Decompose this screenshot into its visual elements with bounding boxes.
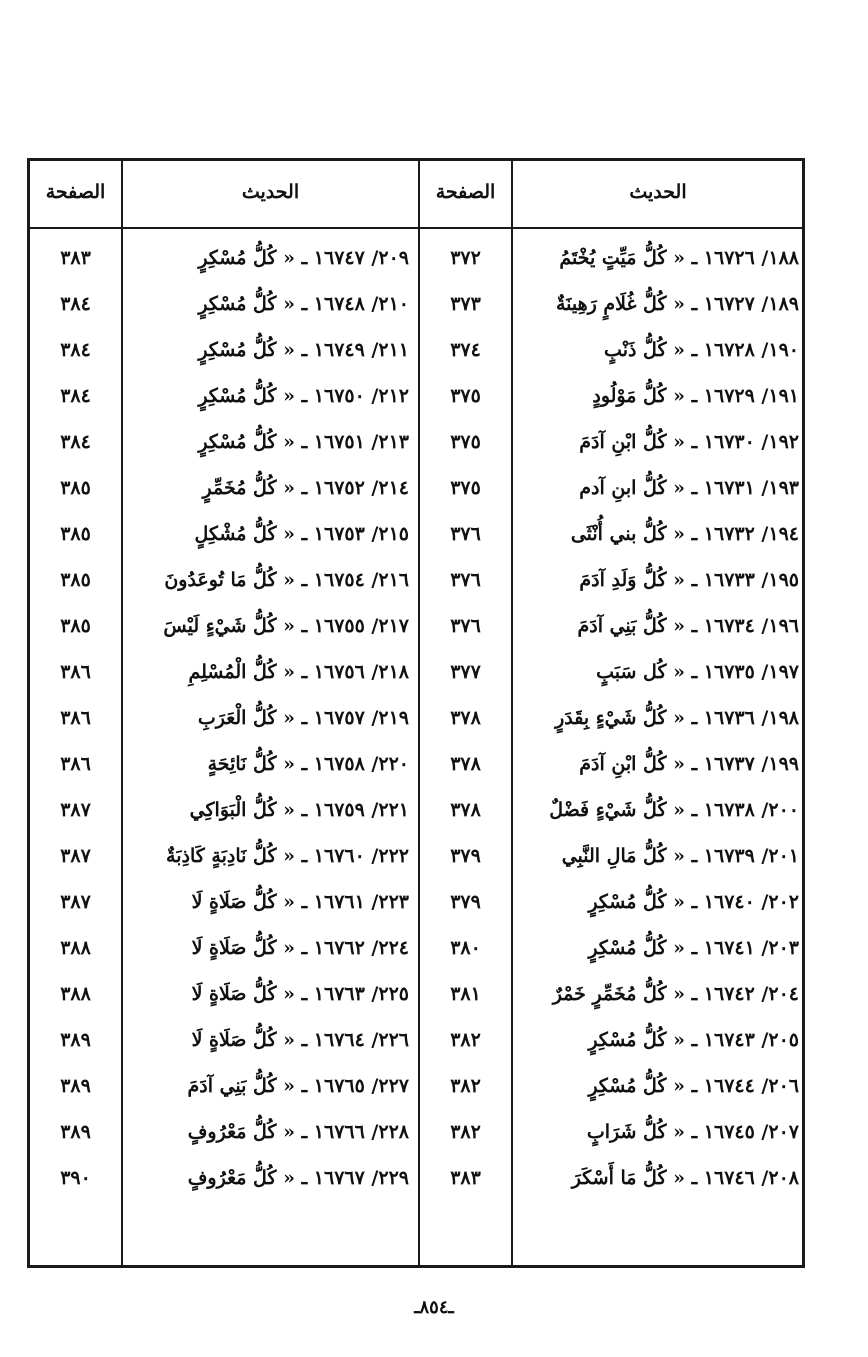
page-reference: ٣٧٨: [450, 707, 481, 729]
page-reference: ٣٨١: [450, 983, 481, 1005]
page-reference: ٣٧٥: [450, 477, 481, 499]
page-reference: ٣٨٩: [60, 1029, 91, 1051]
page-reference: ٣٨٢: [450, 1121, 481, 1143]
page-reference: ٣٨٣: [450, 1167, 481, 1189]
page-reference: ٣٧٥: [450, 385, 481, 407]
page-reference: ٣٨٩: [60, 1075, 91, 1097]
header-divider: [30, 227, 802, 229]
page-reference: ٣٨٥: [60, 615, 91, 637]
hadith-entry: ٢٢٤/ ١٦٧٦٢ ـ « كُلُّ صَلَاةٍ لَا: [191, 937, 409, 959]
page-reference: ٣٧٥: [450, 431, 481, 453]
page-reference: ٣٧٢: [450, 247, 481, 269]
hadith-entry: ٢٢٩/ ١٦٧٦٧ ـ « كُلُّ مَعْرُوفٍ: [187, 1167, 409, 1189]
hadith-entry: ١٩٧/ ١٦٧٣٥ ـ « كُل سَبَبٍ: [596, 661, 799, 683]
hadith-entry: ١٩٤/ ١٦٧٣٢ ـ « كُلُّ بني أُنْثَى: [570, 523, 799, 545]
hadith-entry: ٢٠٧/ ١٦٧٤٥ ـ « كُلُّ شَرَابٍ: [586, 1121, 799, 1143]
page-reference: ٣٧٦: [450, 615, 481, 637]
hadith-entry: ١٩٠/ ١٦٧٢٨ ـ « كُلُّ ذَنْبٍ: [604, 339, 799, 361]
hadith-entry: ٢١٢/ ١٦٧٥٠ ـ « كُلُّ مُسْكِرٍ: [198, 385, 409, 407]
hadith-entry: ٢٠١/ ١٦٧٣٩ ـ « كُلُّ مَالِ النَّبِي: [561, 845, 799, 867]
hadith-entry: ٢٠٠/ ١٦٧٣٨ ـ « كُلُّ شَيْءٍ فَضْلٌ: [549, 799, 799, 821]
hadith-entry: ١٨٨/ ١٦٧٢٦ ـ « كُلُّ مَيِّتٍ يُخْتَمُ: [559, 247, 799, 269]
hadith-entry: ٢١٦/ ١٦٧٥٤ ـ « كُلُّ مَا تُوعَدُونَ: [164, 569, 409, 591]
page-reference: ٣٨٧: [60, 891, 91, 913]
page-reference: ٣٨٥: [60, 477, 91, 499]
hadith-entry: ٢٠٥/ ١٦٧٤٣ ـ « كُلُّ مُسْكِرٍ: [588, 1029, 799, 1051]
hadith-entry: ٢١٣/ ١٦٧٥١ ـ « كُلُّ مُسْكِرٍ: [198, 431, 409, 453]
header-right-page: الصفحة: [435, 181, 496, 203]
page-reference: ٣٧٨: [450, 799, 481, 821]
page-reference: ٣٨٥: [60, 523, 91, 545]
hadith-entry: ١٩١/ ١٦٧٢٩ ـ « كُلُّ مَوْلُودٍ: [592, 385, 799, 407]
hadith-entry: ١٩٦/ ١٦٧٣٤ ـ « كُلُّ بَنِي آدَمَ: [577, 615, 799, 637]
page-number: ـ٨٥٤ـ: [414, 1297, 454, 1318]
page-reference: ٣٨٧: [60, 799, 91, 821]
hadith-index-table: [27, 158, 805, 1268]
hadith-entry: ٢١٩/ ١٦٧٥٧ ـ « كُلُّ الْعَرَبِ: [197, 707, 409, 729]
header-left-hadith: الحديث: [241, 181, 300, 203]
hadith-entry: ٢٠٣/ ١٦٧٤١ ـ « كُلُّ مُسْكِرٍ: [588, 937, 799, 959]
page-reference: ٣٧٩: [450, 891, 481, 913]
hadith-entry: ٢١٨/ ١٦٧٥٦ ـ « كُلُّ الْمُسْلِمِ: [188, 661, 409, 683]
page-reference: ٣٧٦: [450, 523, 481, 545]
page-reference: ٣٨٥: [60, 569, 91, 591]
page-reference: ٣٧٤: [450, 339, 481, 361]
hadith-entry: ٢٢١/ ١٦٧٥٩ ـ « كُلُّ الْبَوَاكِي: [189, 799, 409, 821]
page-reference: ٣٨٤: [60, 385, 91, 407]
hadith-entry: ١٩٨/ ١٦٧٣٦ ـ « كُلُّ شَيْءٍ بِقَدَرٍ: [555, 707, 799, 729]
hadith-entry: ١٩٥/ ١٦٧٣٣ ـ « كُلُّ وَلَدِ آدَمَ: [579, 569, 799, 591]
page-reference: ٣٨٠: [450, 937, 481, 959]
page-reference: ٣٨٦: [60, 753, 91, 775]
hadith-entry: ١٩٢/ ١٦٧٣٠ ـ « كُلُّ ابْنِ آدَمَ: [579, 431, 799, 453]
hadith-entry: ٢٢٨/ ١٦٧٦٦ ـ « كُلُّ مَعْرُوفٍ: [187, 1121, 409, 1143]
hadith-entry: ٢٢٣/ ١٦٧٦١ ـ « كُلُّ صَلَاةٍ لَا: [191, 891, 409, 913]
page-reference: ٣٧٣: [450, 293, 481, 315]
page-reference: ٣٨٤: [60, 431, 91, 453]
page-reference: ٣٧٩: [450, 845, 481, 867]
hadith-entry: ١٨٩/ ١٦٧٢٧ ـ « كُلُّ غُلَامٍ رَهِينَةٌ: [555, 293, 799, 315]
page-reference: ٣٨٨: [60, 983, 91, 1005]
hadith-entry: ٢١٠/ ١٦٧٤٨ ـ « كُلُّ مُسْكِرٍ: [198, 293, 409, 315]
hadith-entry: ٢١١/ ١٦٧٤٩ ـ « كُلُّ مُسْكِرٍ: [198, 339, 409, 361]
hadith-entry: ٢٠٤/ ١٦٧٤٢ ـ « كُلُّ مُخَمِّرٍ خَمْرٌ: [552, 983, 799, 1005]
hadith-entry: ٢٢٧/ ١٦٧٦٥ ـ « كُلُّ بَنِي آدَمَ: [187, 1075, 409, 1097]
hadith-entry: ١٩٣/ ١٦٧٣١ ـ « كُلُّ ابنِ آدم: [579, 477, 799, 499]
page-reference: ٣٧٧: [450, 661, 481, 683]
page-reference: ٣٨٢: [450, 1029, 481, 1051]
hadith-entry: ٢٠٦/ ١٦٧٤٤ ـ « كُلُّ مُسْكِرٍ: [588, 1075, 799, 1097]
page-reference: ٣٨٣: [60, 247, 91, 269]
hadith-entry: ٢٠٢/ ١٦٧٤٠ ـ « كُلُّ مُسْكِرٍ: [588, 891, 799, 913]
page-reference: ٣٨٦: [60, 707, 91, 729]
hadith-entry: ١٩٩/ ١٦٧٣٧ ـ « كُلُّ ابْنِ آدَمَ: [579, 753, 799, 775]
hadith-entry: ٢٢٥/ ١٦٧٦٣ ـ « كُلُّ صَلَاةٍ لَا: [191, 983, 409, 1005]
hadith-entry: ٢٢٠/ ١٦٧٥٨ ـ « كُلُّ نَائِحَةٍ: [207, 753, 409, 775]
hadith-entry: ٢١٤/ ١٦٧٥٢ ـ « كُلُّ مُخَمِّرٍ: [202, 477, 409, 499]
page-reference: ٣٨٧: [60, 845, 91, 867]
page-reference: ٣٩٠: [60, 1167, 91, 1189]
hadith-entry: ٢٢٦/ ١٦٧٦٤ ـ « كُلُّ صَلَاةٍ لَا: [191, 1029, 409, 1051]
page-reference: ٣٨٤: [60, 293, 91, 315]
hadith-entry: ٢١٥/ ١٦٧٥٣ ـ « كُلُّ مُشْكِلٍ: [194, 523, 409, 545]
page-reference: ٣٨٨: [60, 937, 91, 959]
header-left-page: الصفحة: [45, 181, 106, 203]
page-reference: ٣٧٨: [450, 753, 481, 775]
hadith-entry: ٢٠٩/ ١٦٧٤٧ ـ « كُلُّ مُسْكِرٍ: [198, 247, 409, 269]
page-reference: ٣٨٤: [60, 339, 91, 361]
page-reference: ٣٨٢: [450, 1075, 481, 1097]
page-reference: ٣٨٩: [60, 1121, 91, 1143]
hadith-entry: ٢٠٨/ ١٦٧٤٦ ـ « كُلُّ مَا أَسْكَرَ: [571, 1167, 799, 1189]
page-reference: ٣٧٦: [450, 569, 481, 591]
hadith-entry: ٢١٧/ ١٦٧٥٥ ـ « كُلُّ شَيْءٍ لَيْسَ: [163, 615, 409, 637]
hadith-entry: ٢٢٢/ ١٦٧٦٠ ـ « كُلُّ نَادِبَةٍ كَاذِبَةٌ: [166, 845, 409, 867]
header-right-hadith: الحديث: [629, 181, 687, 203]
page-reference: ٣٨٦: [60, 661, 91, 683]
